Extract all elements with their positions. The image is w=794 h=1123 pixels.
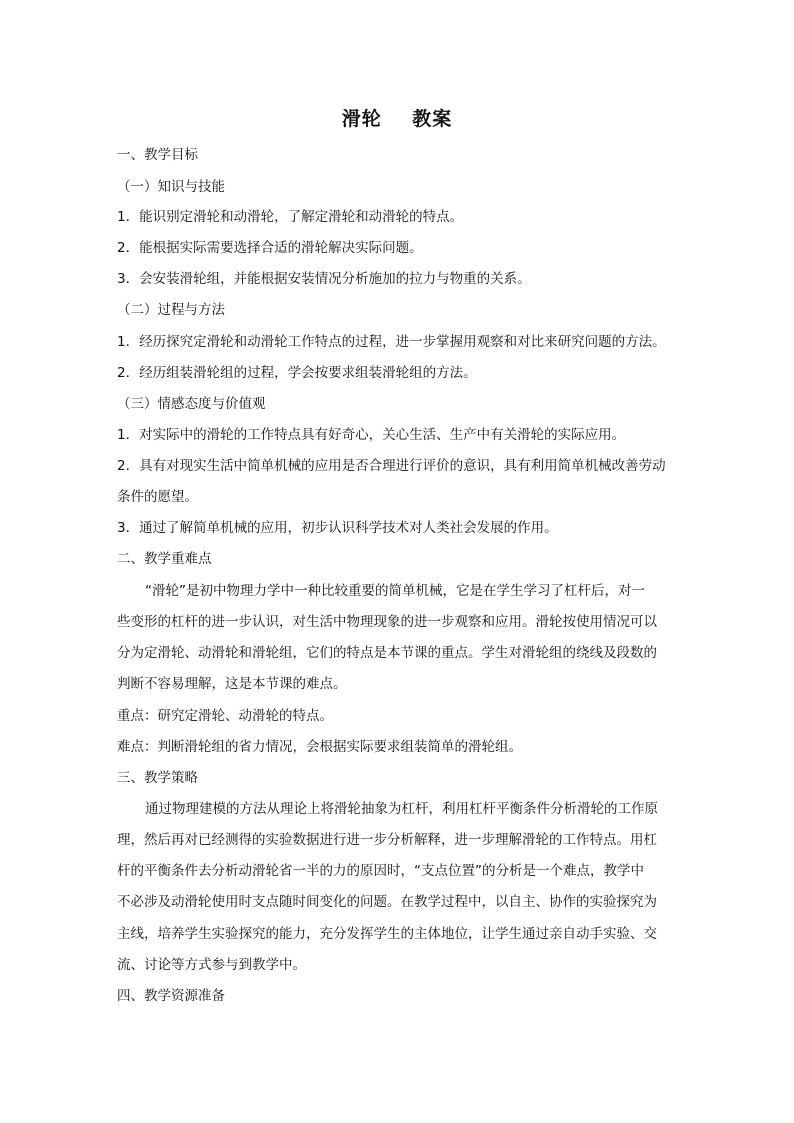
- paragraph-line: 理，然后再对已经测得的实验数据进行进一步分析解释，进一步理解滑轮的工作特点。用杠: [117, 832, 657, 848]
- difficulty-line: 难点：判断滑轮组的省力情况，会根据实际要求组装简单的滑轮组。: [117, 739, 522, 755]
- paragraph-line: 些变形的杠杆的进一步认识，对生活中物理现象的进一步观察和应用。滑轮按使用情况可以: [117, 614, 657, 630]
- section-heading-key-points: 二、教学重难点: [117, 551, 212, 567]
- section-heading-strategy: 三、教学策略: [117, 770, 198, 786]
- paragraph-line: 判断不容易理解，这是本节课的难点。: [117, 676, 347, 692]
- paragraph-line: 主线，培养学生实验探究的能力，充分发挥学生的主体地位，让学生通过亲自动手实验、交: [117, 926, 657, 942]
- paragraph-line: “滑轮”是初中物理力学中一种比较重要的简单机械，它是在学生学习了杠杆后，对一: [145, 583, 645, 599]
- list-item-continuation: 条件的愿望。: [117, 489, 198, 505]
- list-item: 3．通过了解简单机械的应用，初步认识科学技术对人类社会发展的作用。: [117, 520, 558, 536]
- list-item: 1．能识别定滑轮和动滑轮，了解定滑轮和动滑轮的特点。: [117, 209, 464, 225]
- list-item: 1．对实际中的滑轮的工作特点具有好奇心，关心生活、生产中有关滑轮的实际应用。: [117, 427, 626, 443]
- paragraph-line: 杆的平衡条件去分析动滑轮省一半的力的原因时，“支点位置”的分析是一个难点，教学中: [117, 863, 644, 879]
- paragraph-line: 通过物理建模的方法从理论上将滑轮抽象为杠杆，利用杠杆平衡条件分析滑轮的工作原: [145, 801, 658, 817]
- page-title: 滑轮 教案: [341, 108, 453, 130]
- list-item: 3．会安装滑轮组，并能根据安装情况分析施加的拉力与物重的关系。: [117, 271, 531, 287]
- subheading-attitude-values: （三）情感态度与价值观: [117, 396, 266, 412]
- key-point-line: 重点：研究定滑轮、动滑轮的特点。: [117, 708, 333, 724]
- list-item: 2．具有对现实生活中简单机械的应用是否合理进行评价的意识，具有利用简单机械改善劳动: [117, 458, 666, 474]
- paragraph-line: 不必涉及动滑轮使用时支点随时间变化的问题。在教学过程中，以自主、协作的实验探究为: [117, 894, 657, 910]
- paragraph-line: 流、讨论等方式参与到教学中。: [117, 957, 306, 973]
- list-item: 1．经历探究定滑轮和动滑轮工作特点的过程，进一步掌握用观察和对比来研究问题的方法。: [117, 334, 666, 350]
- paragraph-line: 分为定滑轮、动滑轮和滑轮组，它们的特点是本节课的重点。学生对滑轮组的绕线及段数的: [117, 645, 657, 661]
- list-item: 2．能根据实际需要选择合适的滑轮解决实际问题。: [117, 240, 423, 256]
- section-heading-resources: 四、教学资源准备: [117, 988, 225, 1004]
- section-heading-objectives: 一、教学目标: [117, 147, 198, 163]
- list-item: 2．经历组装滑轮组的过程，学会按要求组装滑轮组的方法。: [117, 365, 477, 381]
- subheading-process-method: （二）过程与方法: [117, 302, 225, 318]
- subheading-knowledge-skills: （一）知识与技能: [117, 179, 225, 195]
